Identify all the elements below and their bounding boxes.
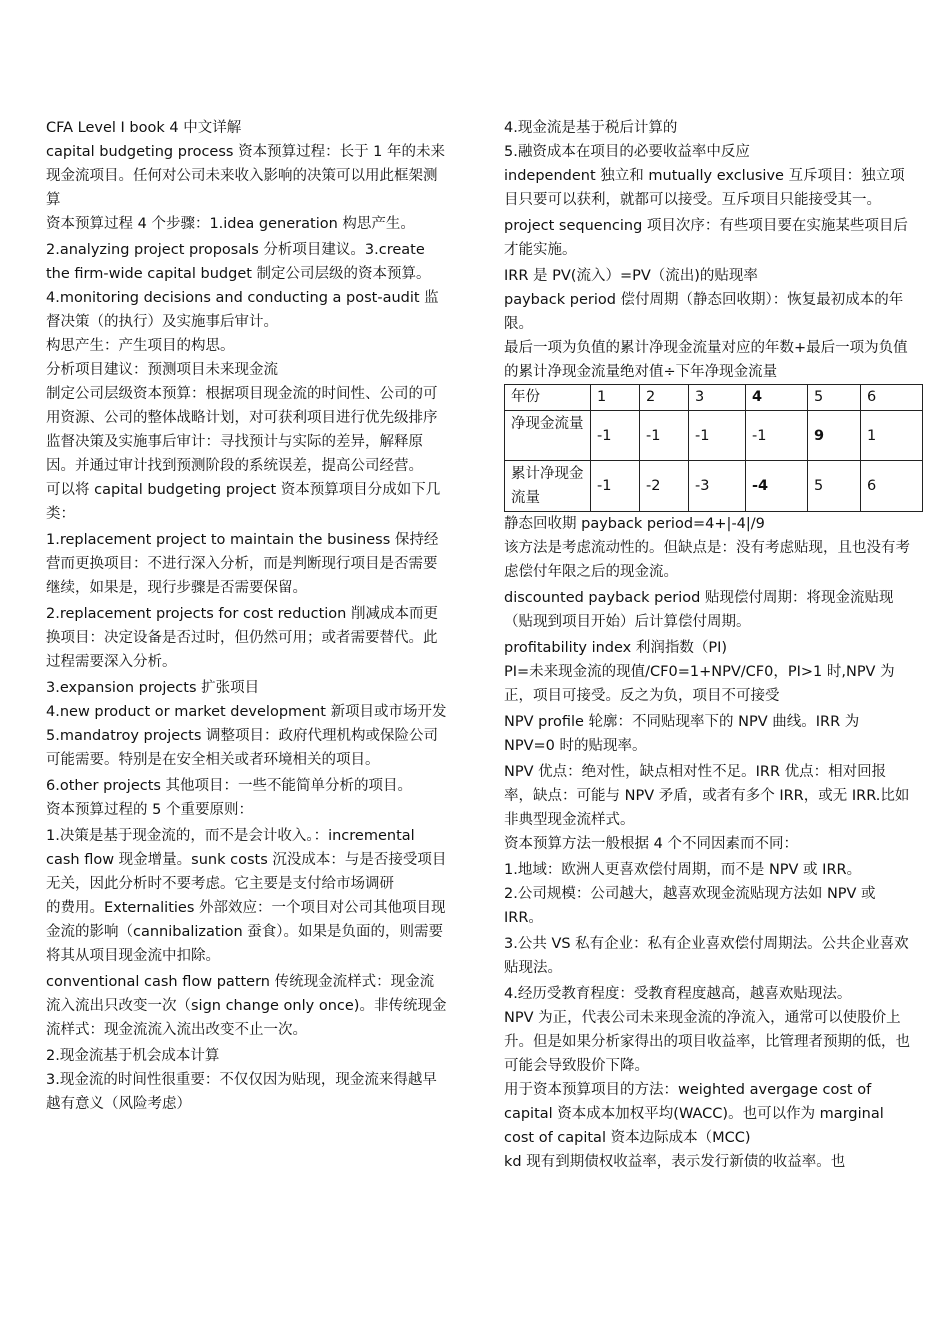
paragraph-four-factors: 资本预算方法一般根据 4 个不同因素而不同：	[504, 836, 798, 852]
list-item-replacement-cost: 2.replacement projects for cost reduction 削减成本而更换项目：决定设备是否过时，但仍然可用；或者需要替代。此过程需要深入分析。	[46, 606, 438, 670]
table-header-cell: 年份	[505, 385, 591, 411]
paragraph-four-steps: 资本预算过程 4 个步骤：1.idea generation 构思产生。	[46, 216, 415, 232]
table-cell: 1	[861, 411, 923, 461]
paragraph-payback-drawbacks: 该方法是考虑流动性的。但缺点是：没有考虑贴现，且也没有考虑偿付年限之后的现金流。	[504, 540, 910, 580]
paragraph-conventional-cash-flow: conventional cash flow pattern 传统现金流样式：现金流流入流出只改变一次（sign change only once)。非传统现金流样式：现金流流入流出改变不止一次。	[46, 974, 447, 1038]
paragraph-post-audit: 监督决策及实施事后审计：寻找预计与实际的差异，解释原因。并通过审计找到预测阶段的系统误差，提高公司经营。	[46, 434, 423, 474]
table-row	[505, 411, 923, 461]
cash-flow-table	[504, 384, 923, 512]
table-cell: 净现金流量	[505, 411, 591, 461]
factor-1: 1.地域：欧洲人更喜欢偿付周期，而不是 NPV 或 IRR。	[504, 862, 862, 878]
paragraph-analyze-proposals: 分析项目建议：预测项目未来现金流	[46, 362, 278, 378]
table-header-cell: 1	[591, 385, 640, 411]
left-column	[46, 116, 448, 1116]
paragraph-irr-definition: IRR 是 PV(流入）=PV（流出)的贴现率	[504, 268, 758, 284]
paragraph-wacc: 用于资本预算项目的方法：weighted avergage cost of capital 资本成本加权平均(WACC)。也可以作为 marginal cost of capital 资本边际成本（MCC)	[504, 1082, 884, 1146]
table-cell: -1	[591, 461, 640, 512]
principle-2: 2.现金流基于机会成本计算	[46, 1048, 220, 1064]
table-cell: -1	[591, 411, 640, 461]
paragraph-profitability-index: profitability index 利润指数（PI)	[504, 640, 728, 656]
paragraph-npv-profile: NPV profile 轮廓：不同贴现率下的 NPV 曲线。IRR 为 NPV=0 时的贴现率。	[504, 714, 860, 754]
paragraph-steps-2-3: 2.analyzing project proposals 分析项目建议。3.create the firm-wide capital budget 制定公司层级的资本预算。	[46, 242, 431, 282]
right-column	[504, 116, 914, 1174]
table-row	[505, 461, 923, 512]
table-cell: 累计净现金流量	[505, 461, 591, 512]
paragraph-payback-period: payback period 偿付周期（静态回收期）：恢复最初成本的年限。	[504, 292, 904, 332]
table-cell: -2	[640, 461, 689, 512]
table-header-cell: 5	[808, 385, 861, 411]
principle-4: 4.现金流是基于税后计算的	[504, 120, 678, 136]
doc-title: CFA Level I book 4 中文详解	[46, 120, 242, 136]
list-item-new-product: 4.new product or market development 新项目或市场开发	[46, 704, 447, 720]
table-cell: 5	[808, 461, 861, 512]
paragraph-project-categories: 可以将 capital budgeting project 资本预算项目分成如下几类：	[46, 482, 441, 522]
paragraph-project-sequencing: project sequencing 项目次序：有些项目要在实施某些项目后才能实施。	[504, 218, 908, 258]
table-header-cell: 3	[689, 385, 746, 411]
paragraph-idea-generation: 构思产生：产生项目的构思。	[46, 338, 235, 354]
table-header-cell: 2	[640, 385, 689, 411]
table-cell: 6	[861, 461, 923, 512]
table-row	[505, 385, 923, 411]
factor-2: 2.公司规模：公司越大，越喜欢现金流贴现方法如 NPV 或 IRR。	[504, 886, 876, 926]
paragraph-capital-budgeting-process: capital budgeting process 资本预算过程：长于 1 年的未来现金流项目。任何对公司未来收入影响的决策可以用此框架测算	[46, 144, 446, 208]
list-item-replacement-maintain: 1.replacement project to maintain the business 保持经营而更换项目：不进行深入分析，而是判断现行项目是否需要继续，如果是，现行步骤是否需要保留。	[46, 532, 439, 596]
paragraph-firm-wide-budget: 制定公司层级资本预算：根据项目现金流的时间性、公司的可用资源、公司的整体战略计划，对可获利项目进行优先级排序	[46, 386, 438, 426]
factor-3: 3.公共 VS 私有企业：私有企业喜欢偿付周期法。公共企业喜欢贴现法。	[504, 936, 909, 976]
paragraph-pi-formula: PI=未来现金流的现值/CF0=1+NPV/CF0，PI>1 时,NPV 为正，项目可接受。反之为负，项目不可接受	[504, 664, 895, 704]
principle-3: 3.现金流的时间性很重要：不仅仅因为贴现，现金流来得越早越有意义（风险考虑）	[46, 1072, 437, 1112]
table-cell: -3	[689, 461, 746, 512]
list-item-other: 6.other projects 其他项目：一些不能简单分析的项目。	[46, 778, 413, 794]
paragraph-npv-irr-pros-cons: NPV 优点：绝对性，缺点相对性不足。IRR 优点：相对回报率，缺点：可能与 NPV 矛盾，或者有多个 IRR，或无 IRR.比如非典型现金流样式。	[504, 764, 910, 828]
principle-1-continued: 的费用。Externalities 外部效应：一个项目对公司其他项目现金流的影响（cannibalization 蚕食）。如果是负面的，则需要将其从项目现金流中扣除。	[46, 900, 446, 964]
table-cell: 9	[808, 411, 861, 461]
list-item-expansion: 3.expansion projects 扩张项目	[46, 680, 260, 696]
factor-4: 4.经历受教育程度：受教育程度越高，越喜欢贴现法。	[504, 986, 852, 1002]
table-cell: -4	[746, 461, 808, 512]
list-item-mandatory: 5.mandatroy projects 调整项目：政府代理机构或保险公司可能需要。特别是在安全相关或者环境相关的项目。	[46, 728, 439, 768]
paragraph-step-4: 4.monitoring decisions and conducting a post-audit 监督决策（的执行）及实施事后审计。	[46, 290, 439, 330]
table-cell: -1	[746, 411, 808, 461]
paragraph-payback-formula: 最后一项为负值的累计净现金流量对应的年数+最后一项为负值的累计净现金流量绝对值÷下年净现金流量	[504, 340, 908, 380]
table-cell: -1	[689, 411, 746, 461]
paragraph-static-payback: 静态回收期 payback period=4+|-4|/9	[504, 516, 765, 532]
paragraph-discounted-payback: discounted payback period 贴现偿付周期：将现金流贴现（贴现到项目开始）后计算偿付周期。	[504, 590, 894, 630]
table-header-cell: 6	[861, 385, 923, 411]
principle-1: 1.决策是基于现金流的，而不是会计收入。：incremental cash flow 现金增量。sunk costs 沉没成本：与是否接受项目无关，因此分析时不要考虑。它主要是支付给市场调研	[46, 828, 447, 892]
table-header-cell: 4	[746, 385, 808, 411]
paragraph-kd: kd 现有到期债权收益率，表示发行新债的收益率。也	[504, 1154, 846, 1170]
principle-5: 5.融资成本在项目的必要收益率中反应	[504, 144, 750, 160]
paragraph-five-principles: 资本预算过程的 5 个重要原则：	[46, 802, 253, 818]
paragraph-independent-exclusive: independent 独立和 mutually exclusive 互斥项目：独立项目只要可以获利，就都可以接受。互斥项目只能接受其一。	[504, 168, 905, 208]
table-cell: -1	[640, 411, 689, 461]
paragraph-npv-positive: NPV 为正，代表公司未来现金流的净流入，通常可以使股价上升。但是如果分析家得出的项目收益率，比管理者预期的低，也可能会导致股价下降。	[504, 1010, 910, 1074]
